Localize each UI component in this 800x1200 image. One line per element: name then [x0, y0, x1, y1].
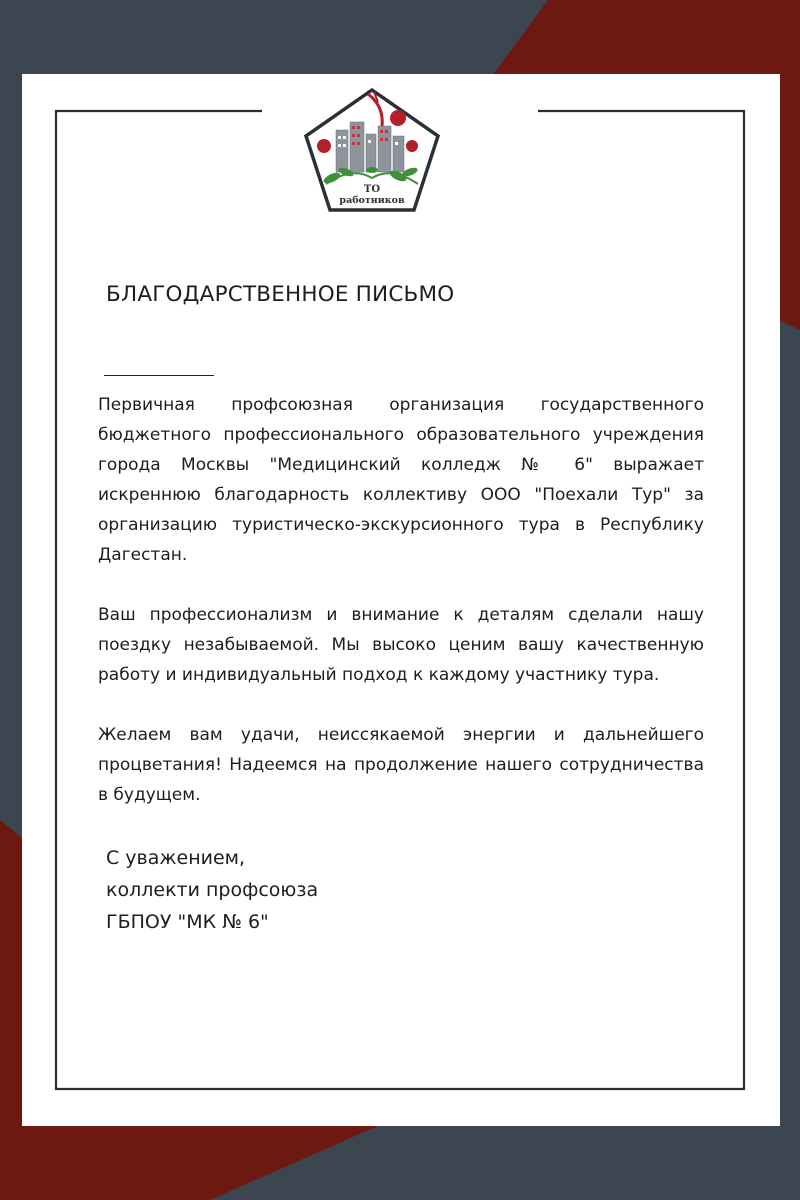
logo-text-line2: работников — [339, 195, 405, 206]
signature-line: коллекти профсоюза — [106, 879, 319, 901]
letter-paragraph: Первичная профсоюзная организация государственного бюджетного профессионального образовательного учреждения города Москвы "Медицинский колледж № 6" выражает искреннюю благодарность коллективу ООО "Поехали Тур" за организацию туристическо-экскурсионного тура в Республику Дагестан. — [98, 395, 704, 565]
signature-block — [106, 842, 318, 938]
title-underline — [104, 375, 214, 376]
logo-text-line1: ТО — [363, 184, 381, 195]
letter-title: БЛАГОДАРСТВЕННОЕ ПИСЬМО — [106, 282, 455, 307]
signature-line: С уважением, — [106, 847, 246, 869]
signature-line: ГБПОУ "МК № 6" — [106, 911, 269, 933]
trade-union-pentagon-logo-icon — [302, 86, 442, 216]
letter-paragraph: Ваш профессионализм и внимание к деталям сделали нашу поездку незабываемой. Мы высоко ценим вашу качественную работу и индивидуальный подход к каждому участнику тура. — [98, 605, 704, 685]
letter-paragraph: Желаем вам удачи, неиссякаемой энергии и дальнейшего процветания! Надеемся на продолжение нашего сотрудничества в будущем. — [98, 725, 704, 805]
